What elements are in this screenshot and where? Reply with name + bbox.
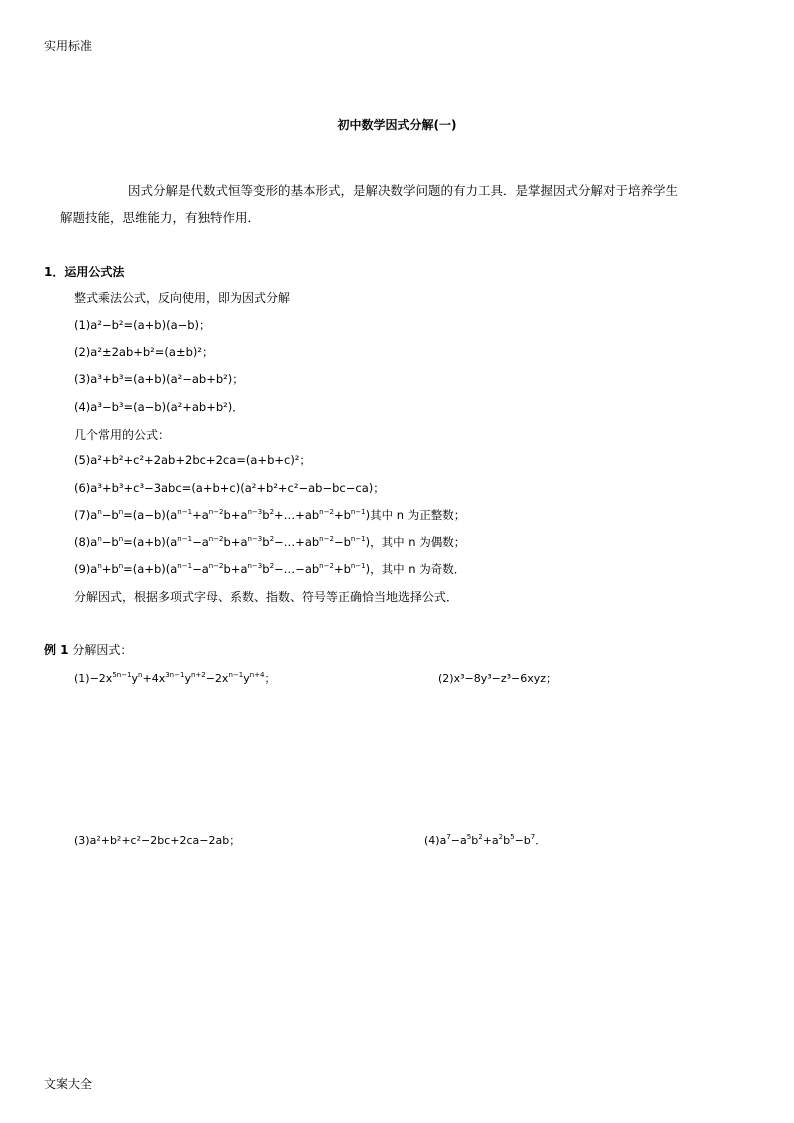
formula-6: (6)a³+b³+c³−3abc=(a+b+c)(a²+b²+c²−ab−bc−ca)； (74, 481, 385, 495)
intro-line-1: 因式分解是代数式恒等变形的基本形式，是解决数学问题的有力工具．是掌握因式分解对于培养学生 (128, 183, 679, 198)
problem-1: $(1)-2x^{5n-1}y^n+4x^{3n-1}y^{n+2}-2x^{n-1}y^{n+4}$； (74, 671, 276, 685)
problem-2: (2)x³−8y³−z³−6xyz； (438, 672, 558, 685)
formula-8: $(8)a^n-b^n=(a+b)(a^{n-1}-a^{n-2}b+a^{n-3}b^2-\dots+ab^{n-2}-b^{n-1})$，其中 n 为偶数； (74, 535, 466, 549)
problem-3: (3)a²+b²+c²−2bc+2ca−2ab； (74, 834, 241, 847)
formula-9: $(9)a^n+b^n=(a+b)(a^{n-1}-a^{n-2}b+a^{n-3}b^2-\dots-ab^{n-2}+b^{n-1})$，其中 n 为奇数． (74, 562, 466, 576)
formula-5: (5)a²+b²+c²+2ab+2bc+2ca=(a+b+c)²； (74, 453, 311, 467)
example-heading (44, 641, 132, 658)
formula-4: (4)a³−b³=(a−b)(a²+ab+b²)． (74, 400, 244, 414)
page-title: 初中数学因式分解(一) (337, 118, 457, 132)
example-label: 例 1 (44, 643, 69, 657)
section-conclusion: 分解因式，根据多项式字母、系数、指数、符号等正确恰当地选择公式． (74, 590, 459, 604)
section-lead: 整式乘法公式，反向使用，即为因式分解 (74, 291, 291, 305)
formula-7: $(7)a^n-b^n=(a-b)(a^{n-1}+a^{n-2}b+a^{n-3}b^2+\dots+ab^{n-2}+b^{n-1})$其中 n 为正整数； (74, 508, 466, 522)
formula-3: (3)a³+b³=(a+b)(a²−ab+b²)； (74, 372, 244, 386)
example-prompt: 分解因式： (72, 643, 133, 657)
formula-2: (2)a²±2ab+b²=(a±b)²； (74, 345, 214, 359)
section-heading: 1．运用公式法 (44, 265, 125, 279)
page-footer: 文案大全 (44, 1077, 93, 1091)
page-header: 实用标准 (44, 39, 93, 53)
common-formulas-heading: 几个常用的公式： (74, 428, 171, 442)
formula-1: (1)a²−b²=(a+b)(a−b)； (74, 318, 211, 332)
problem-4: $(4)a^7-a^5b^2+a^2b^5-b^7$． (424, 833, 547, 847)
intro-line-2: 解题技能，思维能力，有独特作用． (60, 210, 261, 225)
